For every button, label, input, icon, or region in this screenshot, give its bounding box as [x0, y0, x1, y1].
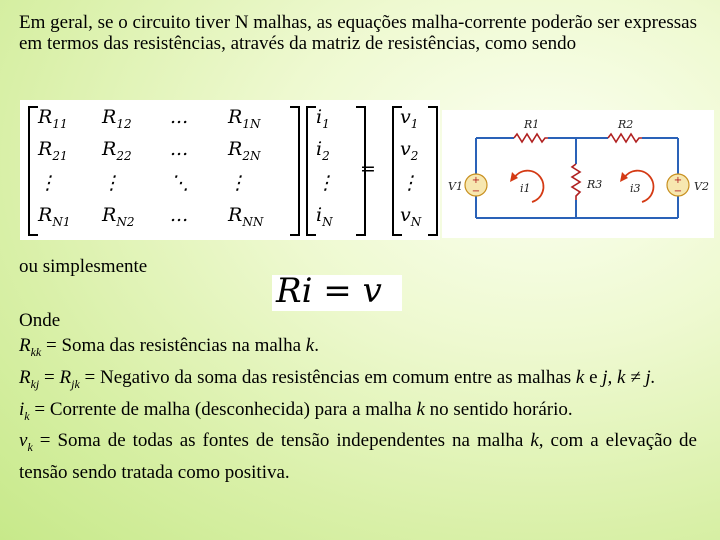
resistor-r2 — [608, 134, 642, 142]
mesh-circuit-diagram — [442, 110, 714, 238]
circuit-wires — [476, 138, 678, 218]
onde-label: Onde — [19, 310, 61, 331]
vector-i-cell-1: $i_1$ — [316, 106, 330, 131]
matrix-r-cell-4-1: $R_{N1}$ — [38, 204, 71, 229]
compact-equation: Ri = v — [276, 271, 382, 311]
matrix-r-cell-2-2: $R_{22}$ — [102, 138, 132, 163]
vector-v-cell-3: ⋮ — [400, 172, 419, 194]
vector-i-cell-2: $i_2$ — [316, 138, 330, 163]
label-v2: V2 — [694, 180, 709, 193]
definition-rkk: $R_{kk}$ = Soma das resistências na malha k. — [19, 335, 319, 359]
compact-equation-box — [272, 271, 402, 311]
intro-paragraph: Em geral, se o circuito tiver N malhas, as equações malha-corrente poderão ser expressas em termos das resistências, através da matriz de resistências, como sendo — [19, 12, 697, 54]
simplesmente-text: ou simplesmente — [19, 256, 148, 277]
matrix-r-cell-4-3: ... — [170, 204, 189, 226]
definition-ik: $i_k$ = Corrente de malha (desconhecida) para a malha k no sentido horário. — [19, 398, 573, 423]
vector-v-cell-1: $v_1$ — [400, 106, 419, 131]
matrix-r-cell-2-1: $R_{21}$ — [38, 138, 68, 163]
svg-text:+: + — [471, 175, 481, 186]
matrix-r-cell-1-4: $R_{1N}$ — [228, 106, 261, 131]
vector-v-cell-2: $v_2$ — [400, 138, 419, 163]
definitions — [19, 308, 697, 485]
matrix-r-cell-3-3: ⋱ — [170, 172, 189, 194]
equals-sign: = — [360, 158, 376, 180]
matrix-r-cell-3-4: ⋮ — [228, 172, 247, 194]
matrix-r-cell-2-4: $R_{2N}$ — [228, 138, 261, 163]
resistor-r1 — [514, 134, 548, 142]
label-v1: V1 — [448, 180, 463, 193]
label-r2: R2 — [618, 118, 634, 131]
vector-i-cell-4: $i_N$ — [316, 204, 333, 229]
svg-text:−: − — [673, 186, 683, 197]
label-r1: R1 — [524, 118, 540, 131]
matrix-r-cell-4-4: $R_{NN}$ — [228, 204, 264, 229]
label-i3: i3 — [630, 182, 641, 195]
vector-v-right-bracket — [428, 106, 438, 236]
matrix-r-cell-1-2: $R_{12}$ — [102, 106, 132, 131]
label-r3: R3 — [587, 178, 603, 191]
matrix-r-cell-1-1: $R_{11}$ — [38, 106, 68, 131]
label-i1: i1 — [520, 182, 531, 195]
matrix-r-left-bracket — [28, 106, 38, 236]
svg-text:−: − — [471, 186, 481, 197]
matrix-r-cell-4-2: $R_{N2}$ — [102, 204, 135, 229]
matrix-r-right-bracket — [290, 106, 300, 236]
resistor-r3 — [572, 164, 580, 200]
matrix-r-cell-3-1: ⋮ — [38, 172, 57, 194]
matrix-equation — [20, 100, 440, 240]
vector-v-cell-4: $v_N$ — [400, 204, 422, 229]
definition-vk: $v_k$ = Soma de todas as fontes de tensão independentes na malha k, com a elevação de tensão sendo tratada como positiva. — [19, 430, 697, 484]
matrix-r-cell-2-3: ... — [170, 138, 189, 160]
vector-i-cell-3: ⋮ — [316, 172, 335, 194]
svg-text:+: + — [673, 175, 683, 186]
definition-rkj: $R_{kj} = R_{jk}$ = Negativo da soma das resistências em comum entre as malhas k e j, k ≠ j. — [19, 366, 656, 391]
circuit-svg — [442, 110, 714, 238]
matrix-r-cell-1-3: ... — [170, 106, 189, 128]
vector-i-left-bracket — [306, 106, 316, 236]
matrix-r-cell-3-2: ⋮ — [102, 172, 121, 194]
